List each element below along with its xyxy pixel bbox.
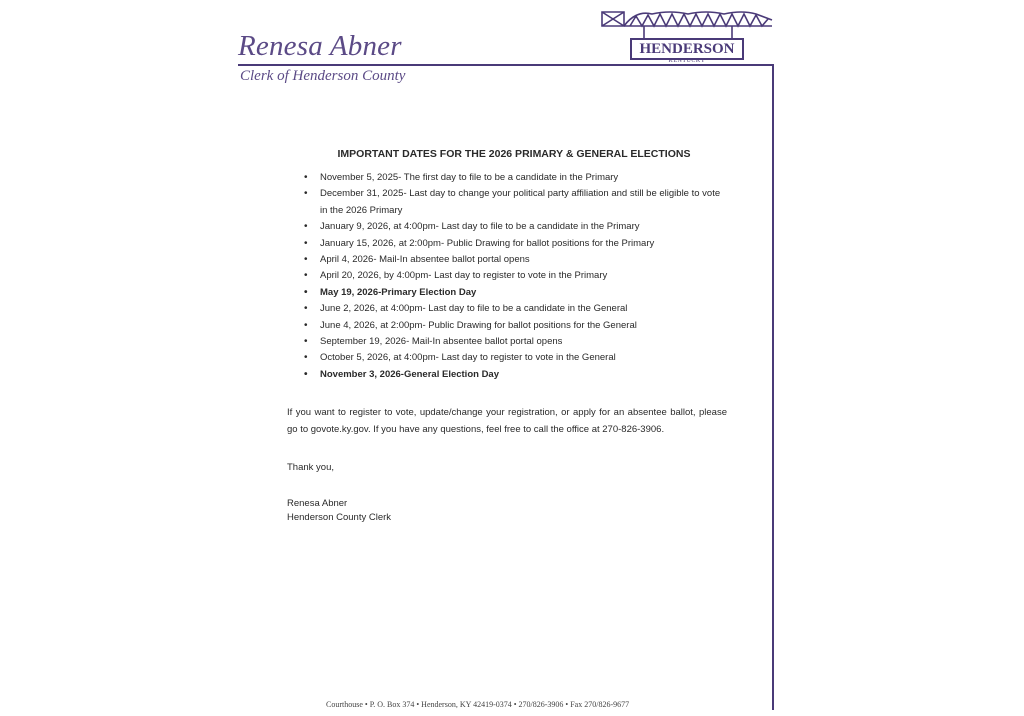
footer-address: Courthouse • P. O. Box 374 • Henderson, KY 42419-0374 • 270/826-3906 • Fax 270/826-9677 [326,700,630,709]
list-item: • June 2, 2026, at 4:00pm- Last day to file to be a candidate in the General [287,301,727,317]
signature-title: Henderson County Clerk [287,512,392,524]
page-title: IMPORTANT DATES FOR THE 2026 PRIMARY & GENERAL ELECTIONS [337,148,691,160]
letterhead-subtitle: Clerk of Henderson County [240,68,406,84]
list-item-primary-election: • May 19, 2026-Primary Election Day [287,285,727,301]
logo-state: KENTUCKY [668,58,706,64]
letter-body [287,148,727,525]
logo-text: HENDERSON [630,38,744,60]
list-item: • December 31, 2025- Last day to change your political party affiliation and still be eligible to vote in the 2026 Primary [287,186,727,219]
list-item: • October 5, 2026, at 4:00pm- Last day to register to vote in the General [287,350,727,366]
list-item: • September 19, 2026- Mail-In absentee ballot portal opens [287,334,727,350]
margin-divider [772,64,774,710]
letterhead-name: Renesa Abner [238,30,402,62]
list-item: • January 15, 2026, at 2:00pm- Public Drawing for ballot positions for the Primary [287,236,727,252]
list-item: • April 4, 2026- Mail-In absentee ballot portal opens [287,252,727,268]
list-item: • June 4, 2026, at 2:00pm- Public Drawing for ballot positions for the General [287,318,727,334]
signature-name: Renesa Abner [287,498,348,510]
signature-block [287,497,727,525]
dates-list [287,170,727,383]
list-item: • November 5, 2025- The first day to file to be a candidate in the Primary [287,170,727,186]
list-item: • January 9, 2026, at 4:00pm- Last day to file to be a candidate in the Primary [287,219,727,235]
list-item-general-election: • November 3, 2026-General Election Day [287,367,727,383]
header-divider [238,64,774,66]
info-paragraph: If you want to register to vote, update/change your registration, or apply for an absentee ballot, please go to govote.ky.gov. If you have any questions, feel free to call the office at 270-826-3906. [287,407,727,435]
list-item: • April 20, 2026, by 4:00pm- Last day to register to vote in the Primary [287,268,727,284]
closing: Thank you, [287,462,334,474]
